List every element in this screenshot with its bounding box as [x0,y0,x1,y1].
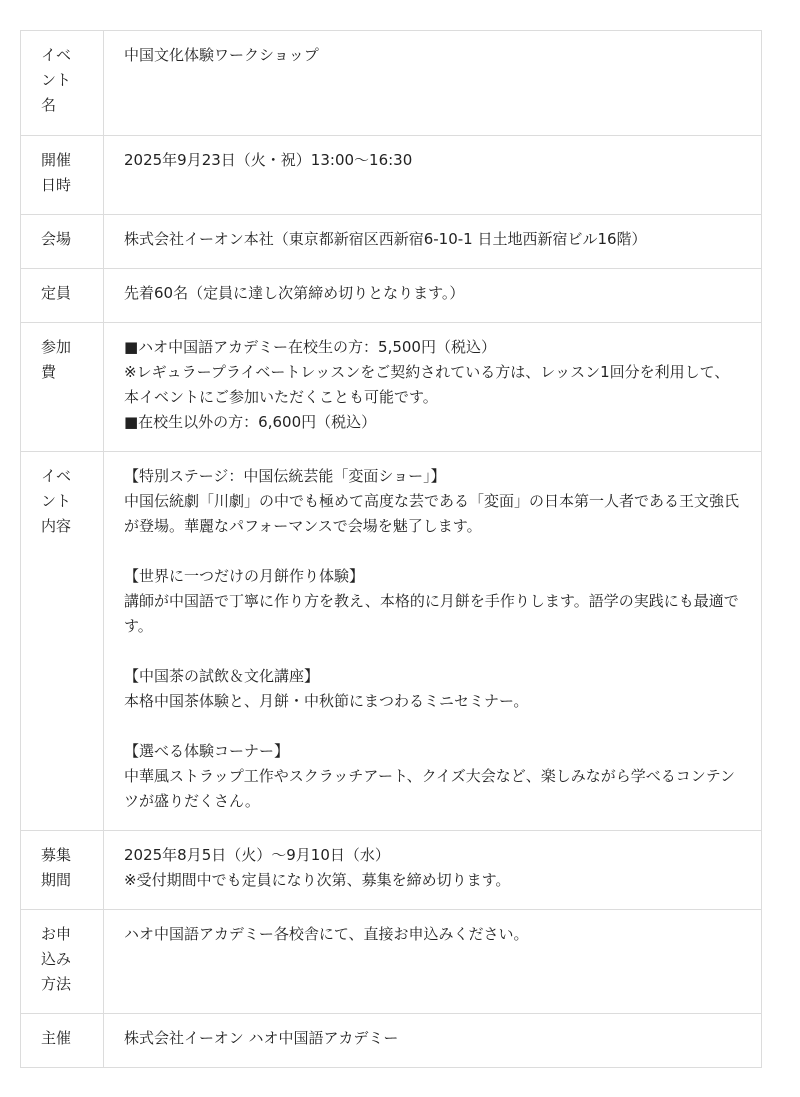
row-value [104,1014,762,1068]
value-line: 【世界に一つだけの月餅作り体験】 [124,567,365,585]
row-value [104,136,762,215]
row-value [104,31,762,136]
table-row-event-name [21,31,762,136]
label-text: 募集期間 [41,846,72,889]
value-line: ■ハオ中国語アカデミー在校生の方：5,500円（税込） [124,338,496,356]
value-line: 株式会社イーオン本社（東京都新宿区西新宿6-10-1 日土地西新宿ビル16階） [124,230,647,248]
row-label [21,1014,104,1068]
value-line: 2025年8月5日（火）〜9月10日（水） [124,846,390,864]
blank-line [124,639,741,664]
value-line: 中国文化体験ワークショップ [124,46,319,64]
row-label [21,269,104,323]
table-row-application-period [21,831,762,910]
value-line: ■在校生以外の方：6,600円（税込） [124,413,377,431]
table-row-organizer [21,1014,762,1068]
value-line: 【中国茶の試飲＆文化講座】 [124,667,320,685]
value-line: 株式会社イーオン ハオ中国語アカデミー [124,1029,399,1047]
value-line: 【選べる体験コーナー】 [124,742,290,760]
value-line: ※受付期間中でも定員になり次第、募集を締め切ります。 [124,871,511,889]
row-value [104,831,762,910]
blank-line [124,714,741,739]
table-row-capacity [21,269,762,323]
label-text: お申込み方法 [41,925,72,993]
value-line: ハオ中国語アカデミー各校舎にて、直接お申込みください。 [124,925,529,943]
label-text: 定員 [41,284,72,302]
row-label [21,831,104,910]
row-label [21,452,104,831]
row-label [21,136,104,215]
row-label [21,31,104,136]
label-text: イベント内容 [41,467,72,535]
value-line: 中華風ストラップ工作やスクラッチアート、クイズ大会など、楽しみながら学べるコンテンツが盛りだくさん。 [124,767,735,810]
label-text: 参加費 [41,338,72,381]
row-value [104,452,762,831]
table-row-venue [21,215,762,269]
value-line: 先着60名（定員に達し次第締め切りとなります。） [124,284,465,302]
row-label [21,323,104,452]
label-text: 会場 [41,230,72,248]
label-text: イベント名 [41,46,72,114]
table-row-event-date [21,136,762,215]
value-line: 2025年9月23日（火・祝）13:00〜16:30 [124,151,413,169]
table-row-event-content [21,452,762,831]
label-text: 開催日時 [41,151,72,194]
row-label [21,215,104,269]
event-info-table [20,30,762,1068]
value-line: 【特別ステージ：中国伝統芸能「変面ショー」】 [124,467,446,485]
value-line: 中国伝統劇「川劇」の中でも極めて高度な芸である「変面」の日本第一人者である王文強氏が登場。華麗なパフォーマンスで会場を魅了します。 [124,492,740,535]
table-row-application-method [21,910,762,1014]
row-value [104,215,762,269]
label-text: 主催 [41,1029,72,1047]
value-line: ※レギュラープライベートレッスンをご契約されている方は、レッスン1回分を利用して、本イベントにご参加いただくことも可能です。 [124,363,730,406]
row-label [21,910,104,1014]
blank-line [124,539,741,564]
row-value [104,269,762,323]
value-line: 講師が中国語で丁寧に作り方を教え、本格的に月餅を手作りします。語学の実践にも最適です。 [124,592,739,635]
row-value [104,910,762,1014]
table-row-fee [21,323,762,452]
row-value [104,323,762,452]
value-line: 本格中国茶体験と、月餅・中秋節にまつわるミニセミナー。 [124,692,529,710]
